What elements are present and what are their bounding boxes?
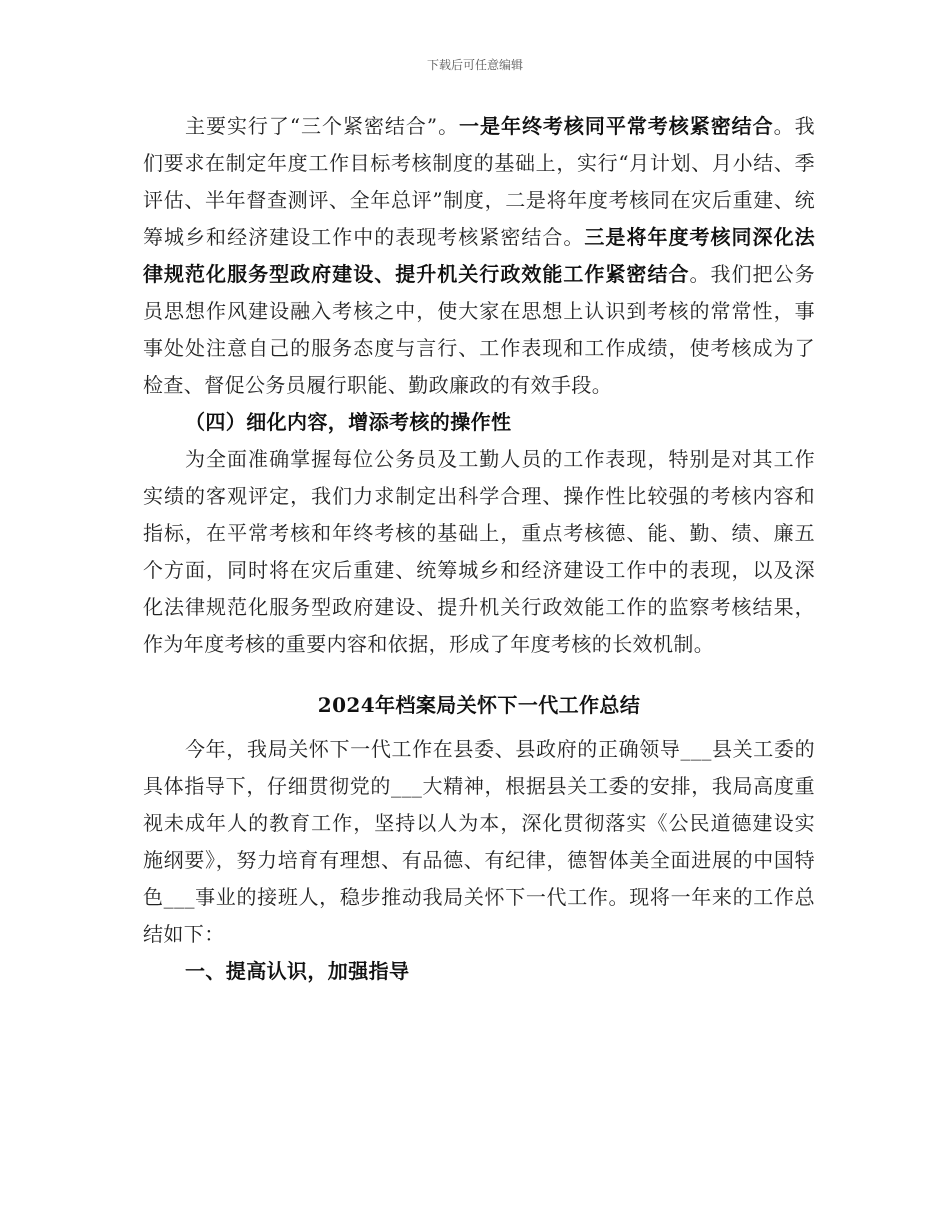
section-heading-one: 一、提高认识，加强指导 [185,959,410,983]
paragraph-text: 。我们要求在制定年度工作目标考核制度的基础上，实行“月计划、月小结、季评估、半年督查测评、全年总评”制度，二是将年度考核同在灾后重建、统筹城乡和经济建设工作中的表现考核紧密结合。 [143,114,815,249]
bold-phrase: 一是年终考核同平常考核紧密结合 [459,114,774,138]
paragraph-assessment-content: 为全面准确掌握每位公务员及工勤人员的工作表现，特别是对其工作实绩的客观评定，我们力求制定出科学合理、操作性比较强的考核内容和指标，在平常考核和年终考核的基础上，重点考核德、能、勤、绩、廉五个方面，同时将在灾后重建、统筹城乡和经济建设工作中的表现，以及深化法律规范化服务型政府建设、提升机关行政效能工作的监察考核结果，作为年度考核的重要内容和依据，形成了年度考核的长效机制。 [143,447,815,656]
page-header-note: 下载后可任意编辑 [426,58,523,72]
document-title: 2024年档案局关怀下一代工作总结 [317,693,641,717]
section-heading-four: （四）细化内容，增添考核的操作性 [185,410,512,434]
paragraph-three-combinations [143,108,815,404]
paragraph-text: 主要实行了“三个紧密结合”。 [185,114,460,138]
paragraph-intro: 今年，我局关怀下一代工作在县委、县政府的正确领导___县关工委的具体指导下，仔细贯彻党的___大精神，根据县关工委的安排，我局高度重视未成年人的教育工作，坚持以人为本，深化贯彻落实《公民道德建设实施纲要》，努力培育有理想、有品德、有纪律，德智体美全面进展的中国特色___事业的接班人，稳步推动我局关怀下一代工作。现将一年来的工作总结如下： [143,737,815,946]
document-body [143,108,815,990]
paragraph-text: 。我们把公务员思想作风建设融入考核之中，使大家在思想上认识到考核的常常性，事事处处注意自己的服务态度与言行、工作表现和工作成绩，使考核成为了检查、督促公务员履行职能、勤政廉政的有效手段。 [143,262,815,397]
bold-phrase: 三是将年度考核同深化法律规范化服务型政府建设、提升机关行政效能工作紧密结合 [143,225,815,286]
